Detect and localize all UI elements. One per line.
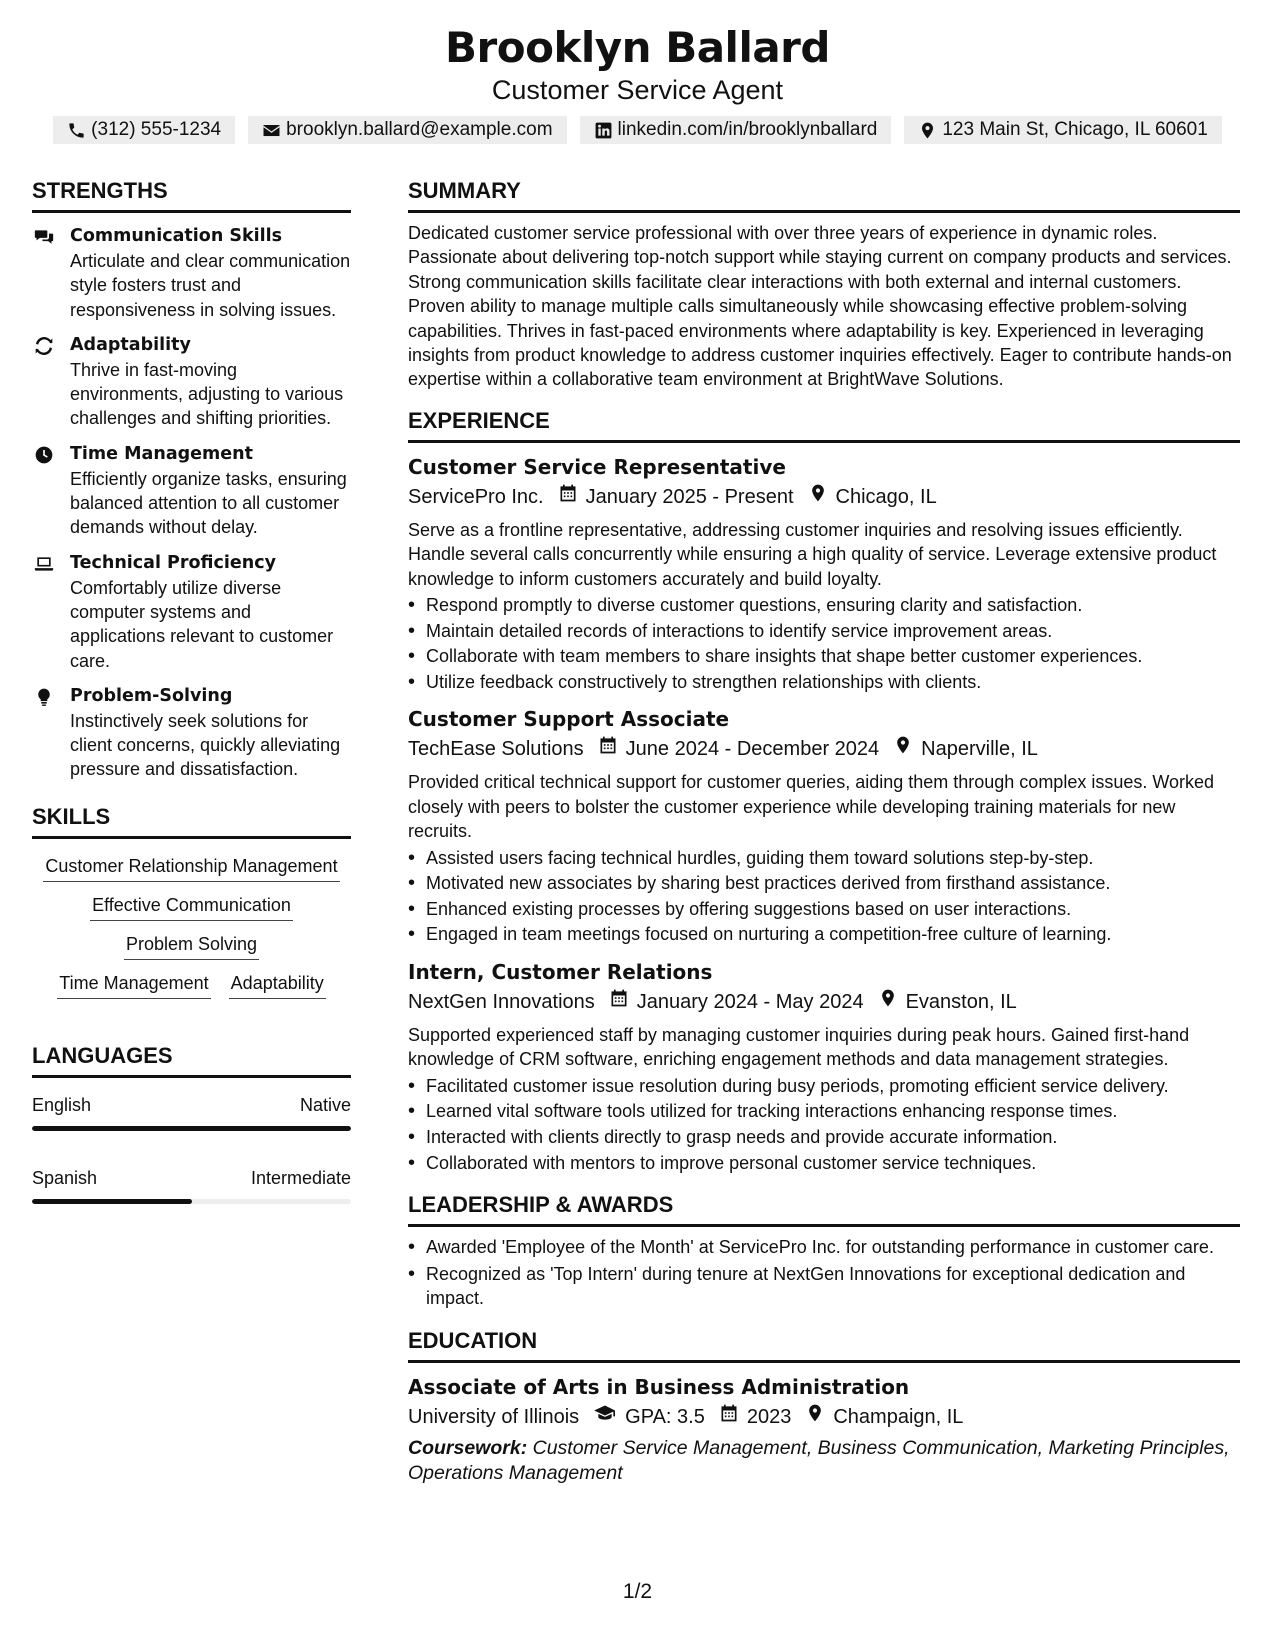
job-dates: January 2025 - Present (585, 485, 794, 508)
right-column (408, 176, 1240, 1486)
language-name: English (32, 1094, 92, 1115)
map-pin-icon (918, 121, 937, 140)
job-meta (408, 987, 1240, 1017)
strength-title: Problem-Solving (70, 685, 233, 706)
education-meta (408, 1402, 1240, 1432)
list-item: • Facilitated customer issue resolution during busy periods, promoting efficient service delivery. (408, 1074, 1240, 1100)
contact-phone[interactable] (53, 116, 235, 144)
job-bullets (408, 593, 1240, 695)
skill-tag: Adaptability (229, 970, 326, 999)
language-bar-fill (32, 1126, 351, 1131)
left-column (32, 176, 351, 1204)
strength-desc: Thrive in fast-moving environments, adjusting to various challenges and shifting priorities. (70, 359, 344, 429)
job-meta (408, 734, 1240, 764)
strength-title: Time Management (70, 443, 253, 464)
contact-email[interactable] (248, 116, 566, 144)
coursework-text: Customer Service Management, Business Communication, Marketing Principles, Operations Management (408, 1437, 1230, 1485)
calendar-icon (598, 734, 626, 764)
skills-list (32, 839, 351, 1007)
skill-tag: Effective Communication (90, 892, 293, 921)
graduation-year: 2023 (746, 1406, 792, 1429)
strength-title: Technical Proficiency (70, 552, 276, 573)
skills-title: SKILLS (32, 802, 351, 839)
job-company: TechEase Solutions (408, 738, 584, 761)
job-entry (408, 958, 1240, 1176)
list-item: • Recognized as 'Top Intern' during tenure at NextGen Innovations for exceptional dedication and impact. (408, 1262, 1240, 1311)
job-dates: June 2024 - December 2024 (625, 738, 880, 761)
contact-linkedin-text: linkedin.com/in/brooklynballard (617, 119, 878, 140)
strength-desc: Comfortably utilize diverse computer systems and applications relevant to customer care. (70, 577, 334, 671)
list-item: • Assisted users facing technical hurdles, guiding them toward solutions step-by-step. (408, 846, 1240, 872)
job-dates: January 2024 - May 2024 (636, 991, 864, 1014)
degree-title: Associate of Arts in Business Administration (408, 1375, 910, 1400)
laptop-icon (32, 550, 70, 673)
calendar-icon (719, 1402, 747, 1432)
calendar-icon (558, 482, 586, 512)
job-description: Supported experienced staff by managing customer inquiries during peak hours. Gained first-hand knowledge of CRM software, enriching engagement methods and data management strategies. (408, 1025, 1190, 1070)
job-location: Naperville, IL (921, 738, 1038, 761)
map-pin-icon (808, 482, 836, 512)
job-location: Chicago, IL (835, 485, 937, 508)
list-item: • Utilize feedback constructively to strengthen relationships with clients. (408, 670, 1240, 696)
list-item: • Maintain detailed records of interactions to identify service improvement areas. (408, 619, 1240, 645)
coursework (408, 1436, 1240, 1486)
job-description: Serve as a frontline representative, addressing customer inquiries and resolving issues efficiently. Handle several calls concurrently while ensuring a high quality of service. Leverage extensive product knowledge to inform customers accurately and build loyalty. (408, 519, 1217, 589)
strength-title: Adaptability (70, 334, 191, 355)
list-item: • Collaborate with team members to share insights that shape better customer experiences. (408, 644, 1240, 670)
phone-icon (67, 121, 86, 140)
map-pin-icon (805, 1402, 833, 1432)
summary-text: Dedicated customer service professional with over three years of experience in dynamic roles. Passionate about delivering top-notch support while staying current on company products and services. Strong communication skills facilitate clear interactions with both external and internal customers. Proven ability to manage multiple calls simultaneously while showcasing effective problem-solving capabilities. Thrives in fast-paced environments where adaptability is key. Experienced in leveraging insights from product knowledge to address customer inquiries effectively. Eager to contribute hands-on expertise within a collaborative team environment at BrightWave Solutions. (408, 223, 1232, 390)
map-pin-icon (893, 734, 921, 764)
language-item (32, 1092, 351, 1131)
education-location: Champaign, IL (833, 1406, 964, 1429)
strength-item (32, 223, 351, 322)
leadership-list (408, 1235, 1240, 1310)
resume-header (0, 22, 1275, 144)
leadership-title: LEADERSHIP & AWARDS (408, 1190, 1240, 1227)
strength-item (32, 441, 351, 540)
job-bullets (408, 846, 1240, 948)
job-company: ServicePro Inc. (408, 485, 544, 508)
list-item: • Motivated new associates by sharing best practices derived from firsthand assistance. (408, 871, 1240, 897)
experience-title: EXPERIENCE (408, 406, 1240, 443)
calendar-icon (609, 987, 637, 1017)
map-pin-icon (878, 987, 906, 1017)
language-name: Spanish (32, 1167, 98, 1188)
job-bullets (408, 1074, 1240, 1176)
strengths-title: STRENGTHS (32, 176, 351, 213)
linkedin-icon (594, 121, 613, 140)
language-level: Intermediate (250, 1167, 351, 1188)
list-item: • Interacted with clients directly to grasp needs and provide accurate information. (408, 1125, 1240, 1151)
list-item: • Respond promptly to diverse customer questions, ensuring clarity and satisfaction. (408, 593, 1240, 619)
language-bar (32, 1126, 351, 1131)
job-entry (408, 705, 1240, 948)
contact-phone-text: (312) 555-1234 (91, 119, 222, 140)
strength-desc: Efficiently organize tasks, ensuring balanced attention to all customer demands without delay. (70, 468, 347, 538)
contact-bar (0, 116, 1275, 144)
language-item (32, 1165, 351, 1204)
skill-tag: Problem Solving (124, 931, 259, 960)
clock-icon (32, 441, 70, 540)
graduation-cap-icon (593, 1402, 625, 1432)
job-title: Intern, Customer Relations (408, 960, 713, 985)
gpa-value: GPA: 3.5 (625, 1406, 705, 1429)
contact-address[interactable] (904, 116, 1221, 144)
strength-item (32, 550, 351, 673)
skill-tag: Customer Relationship Management (43, 853, 339, 882)
strength-title: Communication Skills (70, 226, 283, 246)
strength-item (32, 683, 351, 782)
languages-title: LANGUAGES (32, 1041, 351, 1078)
summary-title: SUMMARY (408, 176, 1240, 213)
list-item: • Enhanced existing processes by offering suggestions based on user interactions. (408, 897, 1240, 923)
contact-email-text: brooklyn.ballard@example.com (286, 119, 553, 140)
education-title: EDUCATION (408, 1326, 1240, 1363)
candidate-name: Brooklyn Ballard (445, 23, 830, 72)
strength-desc: Articulate and clear communication style fosters trust and responsiveness in solving issues. (70, 251, 351, 320)
contact-address-text: 123 Main St, Chicago, IL 60601 (942, 119, 1208, 140)
envelope-icon (262, 121, 281, 140)
candidate-role: Customer Service Agent (491, 75, 784, 105)
job-title: Customer Service Representative (408, 454, 786, 479)
list-item: • Collaborated with mentors to improve personal customer service techniques. (408, 1151, 1240, 1177)
education-entry (408, 1373, 1240, 1486)
job-meta (408, 482, 1240, 512)
job-location: Evanston, IL (905, 991, 1017, 1014)
list-item: • Engaged in team meetings focused on nurturing a competition-free culture of learning. (408, 922, 1240, 948)
chat-bubbles-icon (32, 223, 70, 322)
job-entry (408, 453, 1240, 696)
strength-item (32, 332, 351, 431)
coursework-label: Coursework: (408, 1437, 528, 1460)
list-item: • Awarded 'Employee of the Month' at ServicePro Inc. for outstanding performance in customer care. (408, 1235, 1240, 1259)
job-description: Provided critical technical support for customer queries, aiding them through complex issues. Worked closely with peers to bolster the customer experience while developing training materials for new recruits. (408, 772, 1215, 842)
job-company: NextGen Innovations (408, 991, 595, 1014)
job-title: Customer Support Associate (408, 707, 730, 732)
list-item: • Learned vital software tools utilized for tracking interactions enhancing response times. (408, 1099, 1240, 1125)
refresh-icon (32, 332, 70, 431)
strength-desc: Instinctively seek solutions for client concerns, quickly alleviating pressure and dissatisfaction. (70, 710, 341, 780)
language-level: Native (299, 1094, 351, 1115)
school-name: University of Illinois (408, 1406, 580, 1429)
lightbulb-icon (32, 683, 70, 782)
skill-tag: Time Management (57, 970, 210, 999)
page-number: 1/2 (622, 1580, 653, 1603)
language-bar (32, 1199, 351, 1204)
contact-linkedin[interactable] (580, 116, 892, 144)
language-bar-fill (32, 1199, 192, 1204)
